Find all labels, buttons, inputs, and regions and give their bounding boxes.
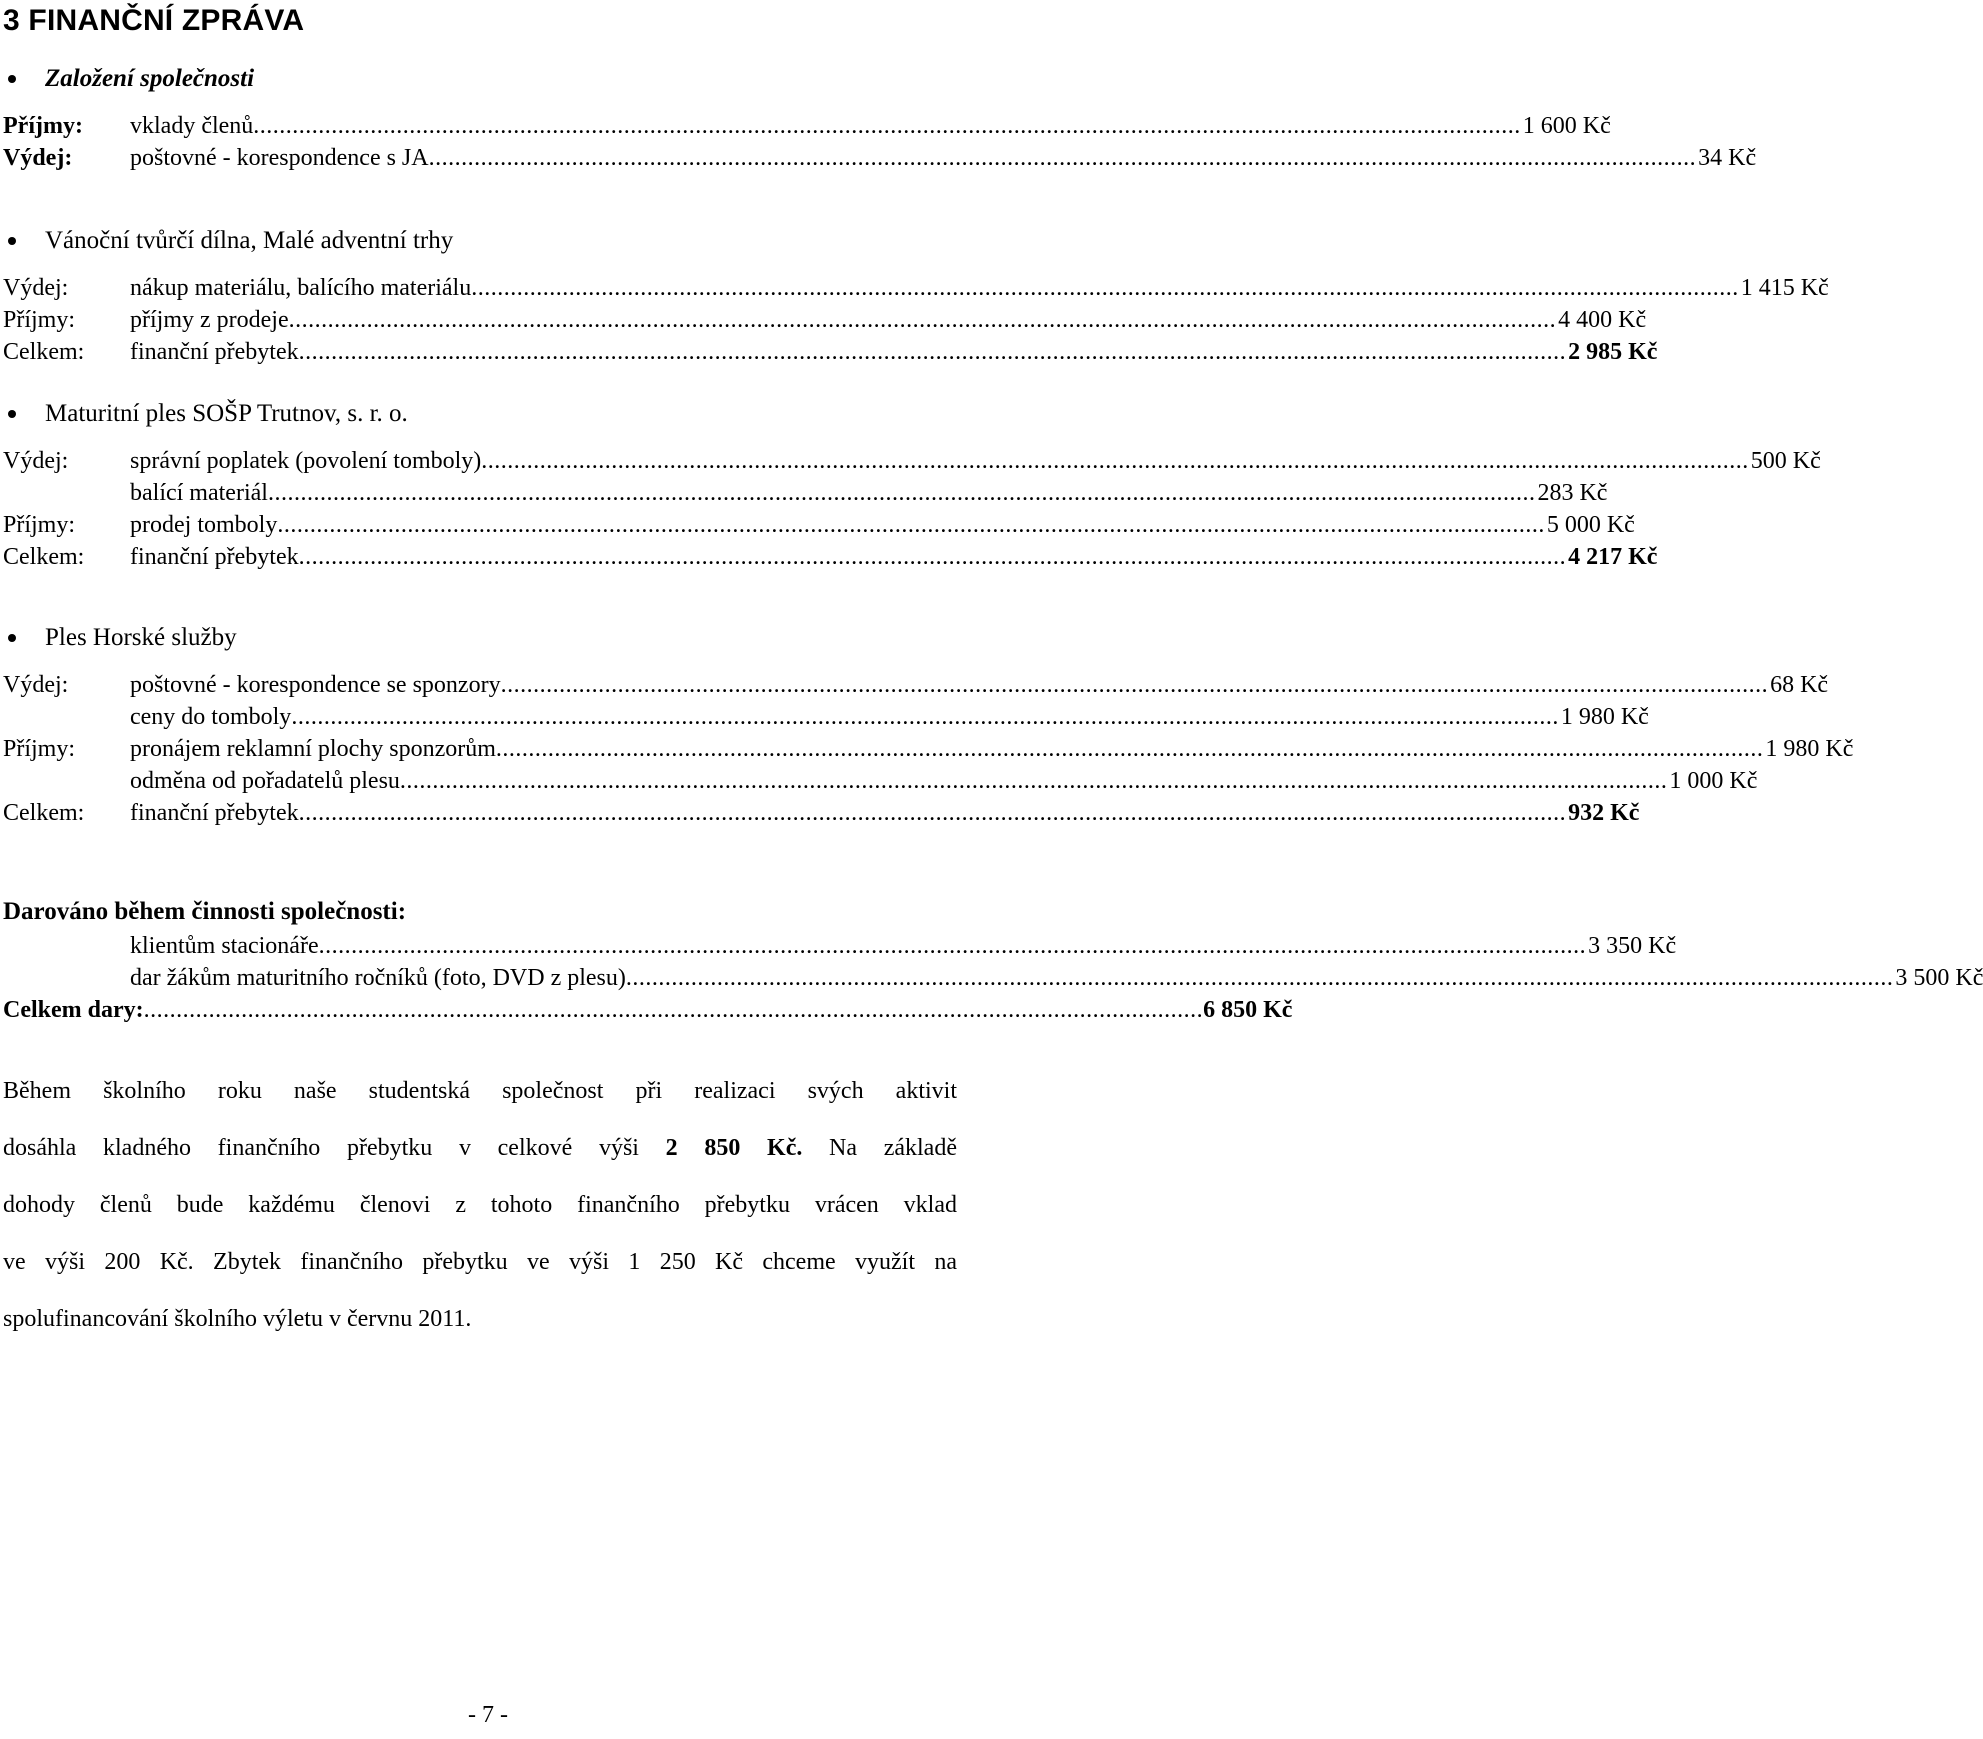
bullet-icon [8, 237, 16, 245]
row-amount: 4 217 Kč [1568, 543, 1658, 570]
ledger-row-total [0, 797, 1640, 829]
section-heading [0, 395, 960, 433]
paragraph-line: Během školního roku naše studentská společnost při realizaci svých aktivit [3, 1078, 957, 1104]
row-amount: 3 500 Kč [1895, 964, 1983, 991]
section-heading-text: Maturitní ples SOŠP Trutnov, s. r. o. [45, 400, 408, 427]
row-amount: 1 980 Kč [1560, 703, 1649, 730]
paragraph-text [796, 1135, 957, 1161]
page-number-text: - 7 - [468, 1702, 508, 1728]
bullet-icon [8, 634, 16, 642]
row-text: odměna od pořadatelů plesu [130, 767, 400, 794]
row-text: finanční přebytek [130, 543, 299, 570]
row-amount: 3 350 Kč [1588, 932, 1677, 959]
ledger-row [0, 701, 1649, 733]
donations-heading: Darováno během činnosti společnosti: [3, 898, 407, 925]
row-amount: 5 000 Kč [1546, 511, 1635, 538]
row-text: pronájem reklamní plochy sponzorům [130, 735, 496, 762]
row-amount: 1 980 Kč [1765, 735, 1854, 762]
row-amount: 932 Kč [1568, 799, 1640, 826]
section-donations [0, 930, 1983, 1026]
ledger-row [0, 272, 1829, 304]
row-text: vklady členů [130, 112, 254, 139]
row-label: Příjmy: [3, 511, 76, 538]
page-number [0, 1702, 960, 1729]
row-text: finanční přebytek [130, 338, 299, 365]
row-label: Výdej: [3, 144, 73, 171]
paragraph-line: spolufinancování školního výletu v červnu 2011. [3, 1306, 472, 1332]
section-heading [0, 60, 960, 98]
ledger-row [0, 962, 1983, 994]
row-amount: 1 600 Kč [1522, 112, 1611, 139]
row-amount: 6 850 Kč [1203, 996, 1293, 1023]
row-amount: 68 Kč [1770, 671, 1829, 698]
row-label: Celkem dary: [3, 996, 144, 1023]
row-label: Výdej: [3, 671, 69, 698]
ledger-row-total [0, 541, 1658, 573]
paragraph-text: Na základě [802, 1135, 957, 1161]
row-text: příjmy z prodeje [130, 306, 289, 333]
row-text: prodej tomboly [130, 511, 278, 538]
row-text: poštovné - korespondence se sponzory [130, 671, 501, 698]
section-founding [0, 60, 1757, 174]
section-heading-text: Vánoční tvůrčí dílna, Malé adventní trhy [45, 227, 454, 254]
row-label: Příjmy: [3, 306, 76, 333]
ledger-row [0, 304, 1647, 336]
row-text: balící materiál [130, 479, 268, 506]
row-text: nákup materiálu, balícího materiálu [130, 274, 472, 301]
ledger-row [0, 733, 1854, 765]
row-text: dar žákům maturitního ročníků (foto, DVD z plesu) [130, 964, 626, 991]
paragraph-period: . [796, 1135, 803, 1161]
ledger-row [0, 477, 1608, 509]
page-title: 3 FINANČNÍ ZPRÁVA [3, 4, 305, 37]
row-amount: 500 Kč [1750, 447, 1821, 474]
row-amount: 283 Kč [1537, 479, 1608, 506]
ledger-row-total [0, 336, 1658, 368]
ledger-row [0, 142, 1757, 174]
paragraph-line: ve výši 200 Kč. Zbytek finančního přebytku ve výši 1 250 Kč chceme využít na [3, 1249, 957, 1275]
row-amount: 2 985 Kč [1568, 338, 1658, 365]
row-label: Celkem: [3, 338, 85, 365]
paragraph-text: dosáhla kladného finančního přebytku v celkové výši [3, 1135, 666, 1161]
ledger-row [0, 765, 1758, 797]
row-amount: 1 415 Kč [1740, 274, 1829, 301]
row-text: správní poplatek (povolení tomboly) [130, 447, 482, 474]
summary-paragraph [3, 1063, 957, 1348]
section-graduation-ball [0, 395, 1821, 573]
ledger-row [0, 110, 1611, 142]
paragraph-line [3, 1120, 957, 1177]
section-heading [0, 619, 960, 657]
section-heading-text: Ples Horské služby [45, 624, 237, 651]
ledger-row [0, 445, 1821, 477]
row-amount: 1 000 Kč [1669, 767, 1758, 794]
row-text: klientům stacionáře [130, 932, 319, 959]
row-text: ceny do tomboly [130, 703, 292, 730]
section-heading-text: Založení společnosti [45, 65, 255, 92]
row-label: Příjmy: [3, 112, 83, 139]
row-amount: 4 400 Kč [1558, 306, 1647, 333]
ledger-row [0, 930, 1677, 962]
row-text: finanční přebytek [130, 799, 299, 826]
ledger-row [0, 509, 1635, 541]
ledger-row [0, 669, 1829, 701]
row-label: Výdej: [3, 274, 69, 301]
section-christmas-workshop [0, 222, 1829, 368]
surplus-amount: 2 850 Kč [665, 1135, 797, 1161]
bullet-icon [8, 410, 16, 418]
row-label: Příjmy: [3, 735, 76, 762]
row-label: Celkem: [3, 543, 85, 570]
row-amount: 34 Kč [1698, 144, 1757, 171]
section-mountain-rescue-ball [0, 619, 1854, 829]
row-label: Výdej: [3, 447, 69, 474]
bullet-icon [8, 75, 16, 83]
row-text: poštovné - korespondence s JA [130, 144, 429, 171]
section-heading [0, 222, 960, 260]
paragraph-line: dohody členů bude každému členovi z tohoto finančního přebytku vrácen vklad [3, 1192, 957, 1218]
row-label: Celkem: [3, 799, 85, 826]
ledger-row-total: Celkem dary: ................................................................................................................................................................... 6 850 Kč [3, 996, 1293, 1023]
